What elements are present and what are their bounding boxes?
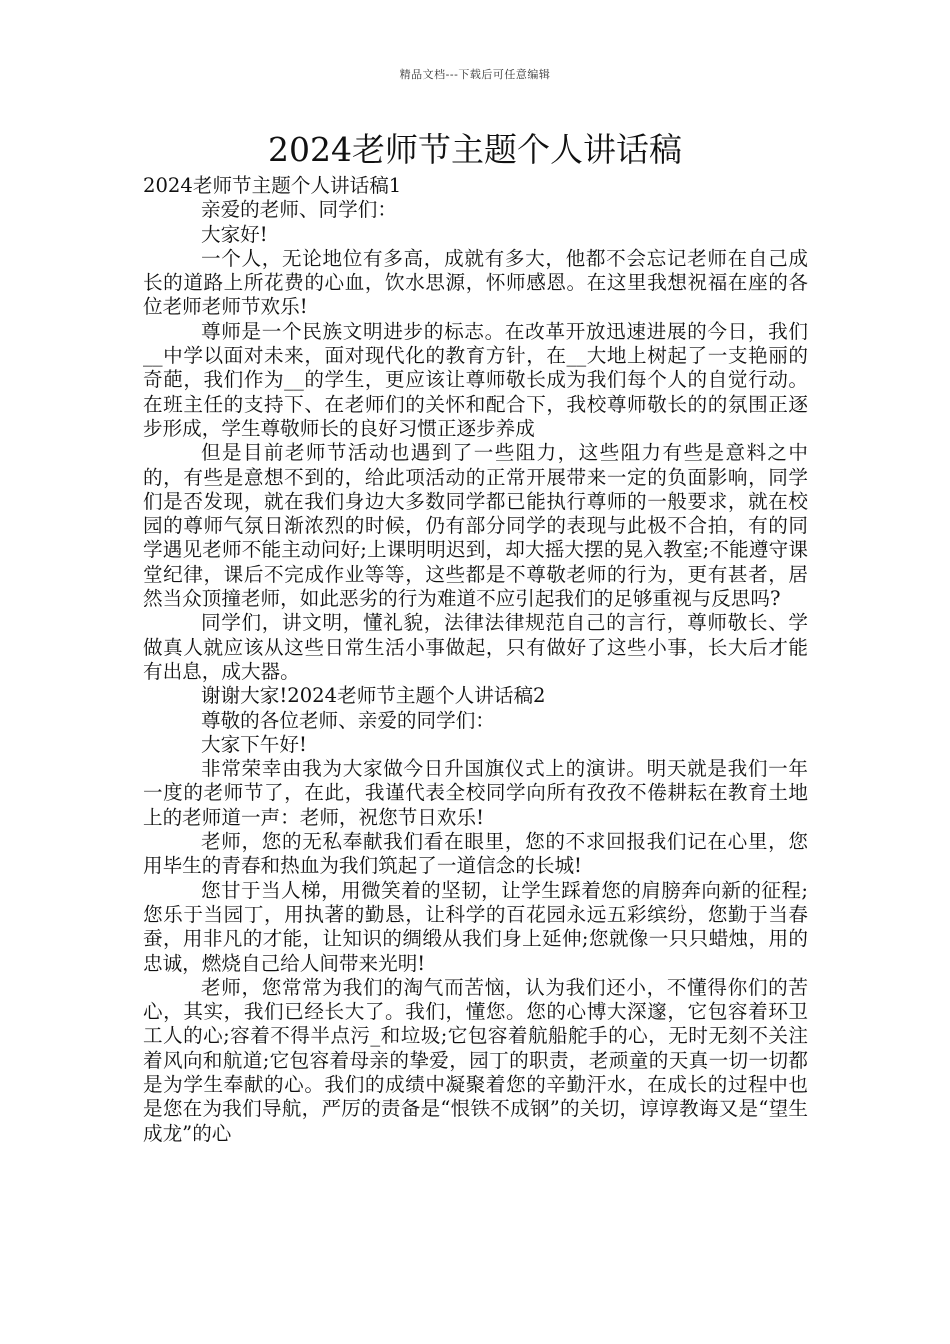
paragraph: 非常荣幸由我为大家做今日升国旗仪式上的演讲。明天就是我们一年一度的老师节了，在此，我谨代表全校同学向所有孜孜不倦耕耘在教育土地上的老师道一声：老师，祝您节日欢乐! bbox=[143, 757, 808, 829]
paragraph: 您甘于当人梯，用微笑着的坚韧，让学生踩着您的肩膀奔向新的征程;您乐于当园丁，用执著的勤恳，让科学的百花园永远五彩缤纷，您勤于当春蚕，用非凡的才能，让知识的绸缎从我们身上延伸;您就像一只只蜡烛，用的忠诚，燃烧自己给人间带来光明! bbox=[143, 878, 808, 975]
paragraph: 但是目前老师节活动也遇到了一些阻力，这些阻力有些是意料之中的，有些是意想不到的，给此项活动的正常开展带来一定的负面影响，同学们是否发现，就在我们身边大多数同学都已能执行尊师的一般要求，就在校园的尊师气氛日渐浓烈的时候，仍有部分同学的表现与此极不合拍，有的同学遇见老师不能主动问好;上课明明迟到，却大摇大摆的晃入教室;不能遵守课堂纪律，课后不完成作业等等，这些都是不尊敬老师的行为，更有甚者，居然当众顶撞老师，如此恶劣的行为难道不应引起我们的足够重视与反思吗? bbox=[143, 441, 808, 611]
greeting: 大家下午好! bbox=[201, 732, 307, 756]
section-heading-1: 2024老师节主题个人讲话稿1 bbox=[143, 174, 402, 197]
closing-and-heading-2: 谢谢大家!2024老师节主题个人讲话稿2 bbox=[201, 684, 546, 708]
page-header: 精品文档---下载后可任意编辑 bbox=[399, 68, 551, 81]
paragraph: 同学们，讲文明，懂礼貌，法律法律规范自己的言行，尊师敬长、学做真人就应该从这些日常生活小事做起，只有做好了这些小事，长大后才能有出息，成大器。 bbox=[143, 611, 808, 683]
greeting: 大家好! bbox=[201, 222, 268, 246]
paragraph: 老师，您常常为我们的淘气而苦恼，认为我们还小，不懂得你们的苦心，其实，我们已经长大了。我们，懂您。您的心博大深邃，它包容着环卫工人的心;容着不得半点污_和垃圾;它包容着航船舵手的心，无时无刻不关注着风向和航道;它包容着母亲的挚爱，园丁的职责，老顽童的天真一切一切都是为学生奉献的心。我们的成绩中凝聚着您的辛勤汗水，在成长的过程中也是您在为我们导航，严厉的责备是“恨铁不成钢”的关切，谆谆教诲又是“望生成龙”的心 bbox=[143, 975, 808, 1145]
paragraph: 尊师是一个民族文明进步的标志。在改革开放迅速进展的今日，我们__中学以面对未来，面对现代化的教育方针，在__大地上树起了一支艳丽的奇葩，我们作为__的学生，更应该让尊师敬长成为我们每个人的自觉行动。在班主任的支持下、在老师们的关怀和配合下，我校尊师敬长的的氛围正逐步形成，学生尊敬师长的良好习惯正逐步养成 bbox=[143, 319, 808, 440]
paragraph: 一个人，无论地位有多高，成就有多大，他都不会忘记老师在自己成长的道路上所花费的心血，饮水思源，怀师感恩。在这里我想祝福在座的各位老师老师节欢乐! bbox=[143, 246, 808, 319]
paragraph: 老师，您的无私奉献我们看在眼里，您的不求回报我们记在心里，您用毕生的青春和热血为我们筑起了一道信念的长城! bbox=[143, 830, 808, 878]
salutation: 尊敬的各位老师、亲爱的同学们： bbox=[201, 708, 495, 732]
document-title: 2024老师节主题个人讲话稿 bbox=[268, 130, 682, 169]
document-body bbox=[143, 174, 808, 1146]
salutation: 亲爱的老师、同学们： bbox=[201, 198, 397, 222]
